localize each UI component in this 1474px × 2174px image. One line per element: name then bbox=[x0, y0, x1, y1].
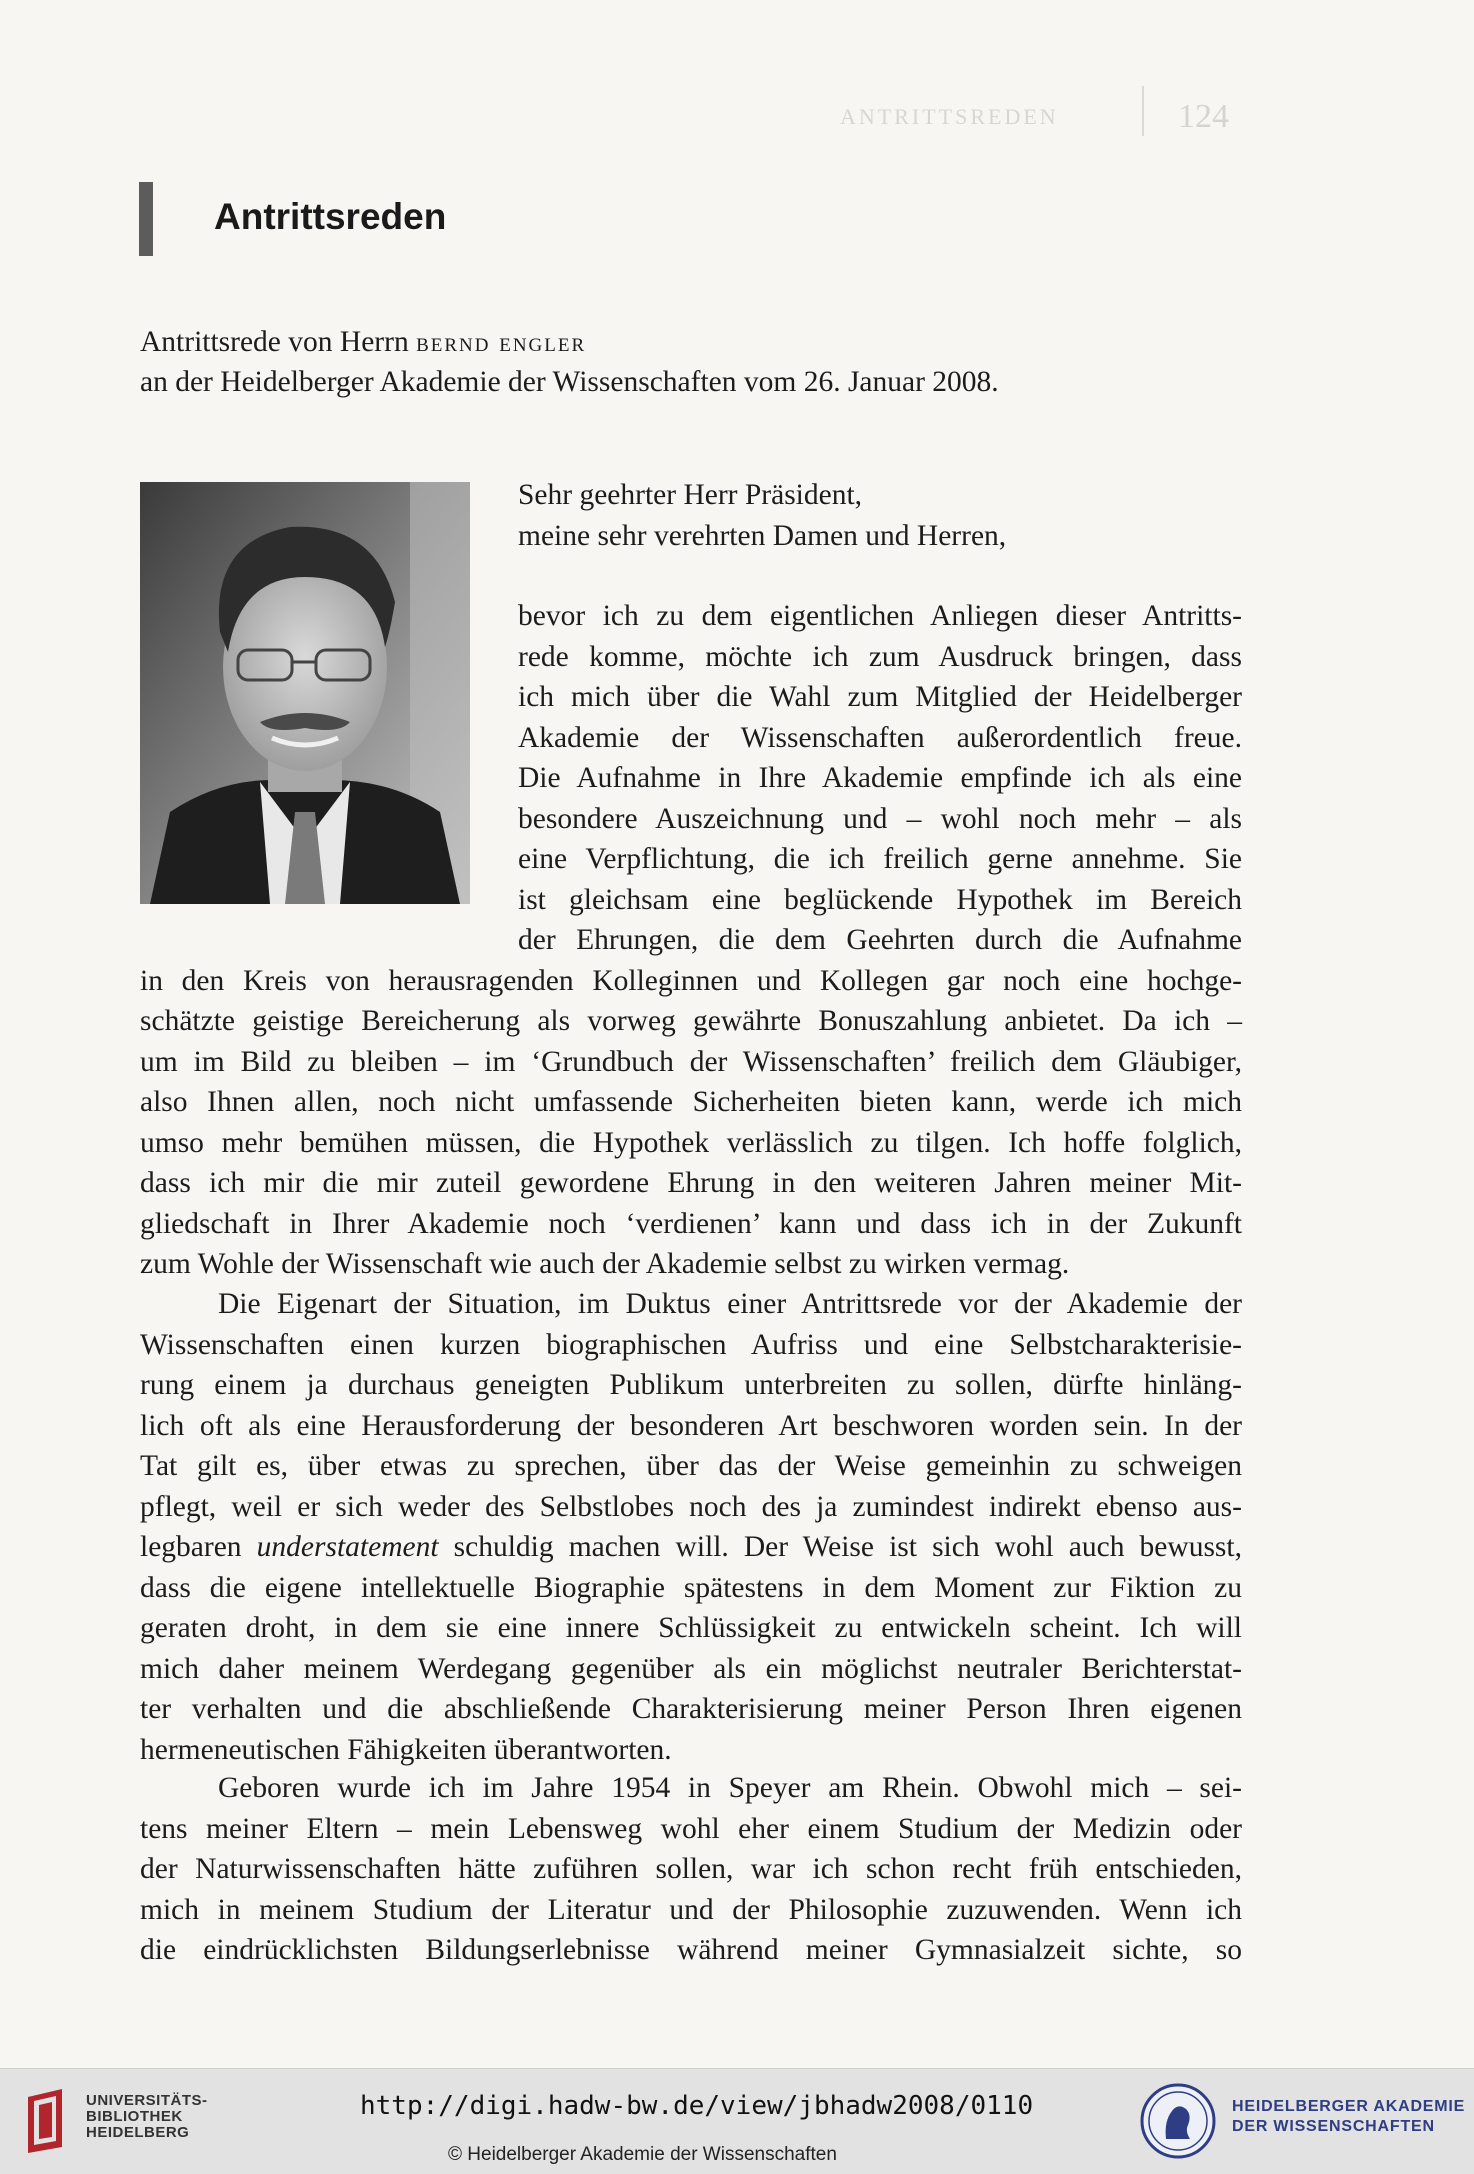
logo-text-line: HEIDELBERGER AKADEMIE bbox=[1232, 2098, 1466, 2115]
paragraph-2 bbox=[140, 1284, 1242, 1770]
salutation bbox=[518, 475, 1006, 556]
text-line: Geboren wurde ich im Jahre 1954 in Speyer am Rhein. Obwohl mich – sei- bbox=[218, 1772, 1242, 1804]
logo-text-line: DER WISSENSCHAFTEN bbox=[1232, 2118, 1435, 2135]
text-line: gliedschaft in Ihrer Akademie noch ‘verdienen’ kann und dass ich in der Zukunft bbox=[140, 1207, 1242, 1240]
salutation-line: meine sehr verehrten Damen und Herren, bbox=[518, 519, 1007, 552]
text-line: rung einem ja durchaus geneigten Publikum unterbreiten zu sollen, dürfte hinläng- bbox=[140, 1369, 1242, 1401]
intro-prefix: Antrittsrede von Herrn bbox=[140, 326, 417, 358]
ghost-page-number: 124 bbox=[1178, 98, 1229, 135]
university-library-name bbox=[86, 2093, 208, 2141]
text-line-with-italic bbox=[140, 1527, 1242, 1568]
text-line: mich in meinem Studium der Literatur und der Philosophie zuzuwenden. Wenn ich bbox=[140, 1893, 1242, 1926]
text-line: Akademie der Wissenschaften außerordentlich freue. bbox=[518, 721, 1242, 754]
text-line: hermeneutischen Fähigkeiten überantworten. bbox=[140, 1733, 672, 1766]
text-line: Die Aufnahme in Ihre Akademie empfinde ich als eine bbox=[518, 762, 1242, 794]
text-fragment: legbaren bbox=[140, 1531, 257, 1563]
ghost-running-title: ANTRITTSREDEN bbox=[840, 104, 1059, 129]
text-line: der Naturwissenschaften hätte zuführen sollen, war ich schon recht früh entschieden, bbox=[140, 1853, 1242, 1885]
text-line: ich mich über die Wahl zum Mitglied der Heidelberger bbox=[518, 681, 1242, 713]
logo-text-line: HEIDELBERG bbox=[86, 2124, 190, 2141]
copyright-notice: © Heidelberger Akademie der Wissenschaften bbox=[448, 2144, 837, 2165]
paragraph-1 bbox=[140, 596, 1242, 1285]
text-line: Die Eigenart der Situation, im Duktus einer Antrittsrede vor der Akademie der bbox=[218, 1288, 1242, 1320]
text-line: Wissenschaften einen kurzen biographischen Aufriss und eine Selbstcharakterisie- bbox=[140, 1328, 1242, 1361]
speech-intro bbox=[140, 322, 999, 402]
text-line: also Ihnen allen, noch nicht umfassende Sicherheiten bieten kann, werde ich mich bbox=[140, 1086, 1242, 1118]
text-line: zum Wohle der Wissenschaft wie auch der Akademie selbst zu wirken vermag. bbox=[140, 1248, 1070, 1280]
text-line: rede komme, möchte ich zum Ausdruck bringen, dass bbox=[518, 640, 1242, 673]
academy-seal-icon[interactable] bbox=[1138, 2081, 1218, 2161]
text-line: in den Kreis von herausragenden Kolleginnen und Kollegen gar noch eine hochge- bbox=[140, 964, 1242, 997]
paragraph-3 bbox=[140, 1768, 1242, 1971]
logo-text-line: UNIVERSITÄTS- bbox=[86, 2092, 208, 2109]
text-line: ter verhalten und die abschließende Charakterisierung meiner Person Ihren eigenen bbox=[140, 1693, 1242, 1725]
speaker-name: bernd engler bbox=[416, 327, 587, 357]
italic-term: understatement bbox=[256, 1531, 439, 1563]
text-line: lich oft als eine Herausforderung der besonderen Art beschworen worden sein. In der bbox=[140, 1409, 1242, 1442]
text-line: dass ich mir die mir zuteil gewordene Ehrung in den weiteren Jahren meiner Mit- bbox=[140, 1167, 1242, 1199]
text-line: geraten droht, in dem sie eine innere Schlüssigkeit zu entwickeln scheint. Ich will bbox=[140, 1612, 1242, 1644]
digitization-footer bbox=[0, 2068, 1474, 2174]
text-line: eine Verpflichtung, die ich freilich gerne annehme. Sie bbox=[518, 843, 1242, 875]
text-line: mich daher meinem Werdegang gegenüber als ein möglichst neutraler Berichterstat- bbox=[140, 1652, 1242, 1685]
text-line: dass die eigene intellektuelle Biographie spätestens in dem Moment zur Fiktion zu bbox=[140, 1571, 1242, 1604]
section-title: Antrittsreden bbox=[214, 196, 447, 237]
section-marker-bar bbox=[139, 182, 153, 256]
text-line: tens meiner Eltern – mein Lebensweg wohl eher einem Studium der Medizin oder bbox=[140, 1812, 1242, 1845]
logo-text-line: BIBLIOTHEK bbox=[86, 2108, 183, 2125]
text-fragment: schuldig machen will. Der Weise ist sich wohl auch bewusst, bbox=[438, 1531, 1242, 1563]
text-line: Tat gilt es, über etwas zu sprechen, über das der Weise gemeinhin zu schweigen bbox=[140, 1450, 1242, 1482]
text-line: bevor ich zu dem eigentlichen Anliegen dieser Antritts- bbox=[518, 600, 1242, 632]
intro-line-1 bbox=[140, 322, 999, 362]
salutation-line: Sehr geehrter Herr Präsident, bbox=[518, 479, 863, 511]
text-line: um im Bild zu bleiben – im ‘Grundbuch der Wissenschaften’ freilich dem Gläubiger, bbox=[140, 1045, 1242, 1078]
ghost-header-rule bbox=[1142, 86, 1144, 136]
text-line: umso mehr bemühen müssen, die Hypothek verlässlich zu tilgen. Ich hoffe folglich, bbox=[140, 1126, 1242, 1159]
text-line: der Ehrungen, die dem Geehrten durch die Aufnahme bbox=[518, 924, 1242, 956]
university-library-logo-icon[interactable] bbox=[22, 2087, 78, 2153]
text-line: besondere Auszeichnung und – wohl noch mehr – als bbox=[518, 802, 1242, 835]
intro-line-2: an der Heidelberger Akademie der Wissenschaften vom 26. Januar 2008. bbox=[140, 366, 999, 398]
text-line: die eindrücklichsten Bildungserlebnisse während meiner Gymnasialzeit sichte, so bbox=[140, 1934, 1242, 1966]
text-line: ist gleichsam eine beglückende Hypothek im Bereich bbox=[518, 883, 1242, 916]
text-line: schätzte geistige Bereicherung als vorweg gewährte Bonuszahlung anbietet. Da ich – bbox=[140, 1005, 1242, 1037]
permalink-url[interactable]: http://digi.hadw-bw.de/view/jbhadw2008/0110 bbox=[360, 2091, 1034, 2121]
text-line: pflegt, weil er sich weder des Selbstlobes noch des ja zumindest indirekt ebenso aus- bbox=[140, 1490, 1242, 1523]
academy-name bbox=[1232, 2097, 1465, 2137]
